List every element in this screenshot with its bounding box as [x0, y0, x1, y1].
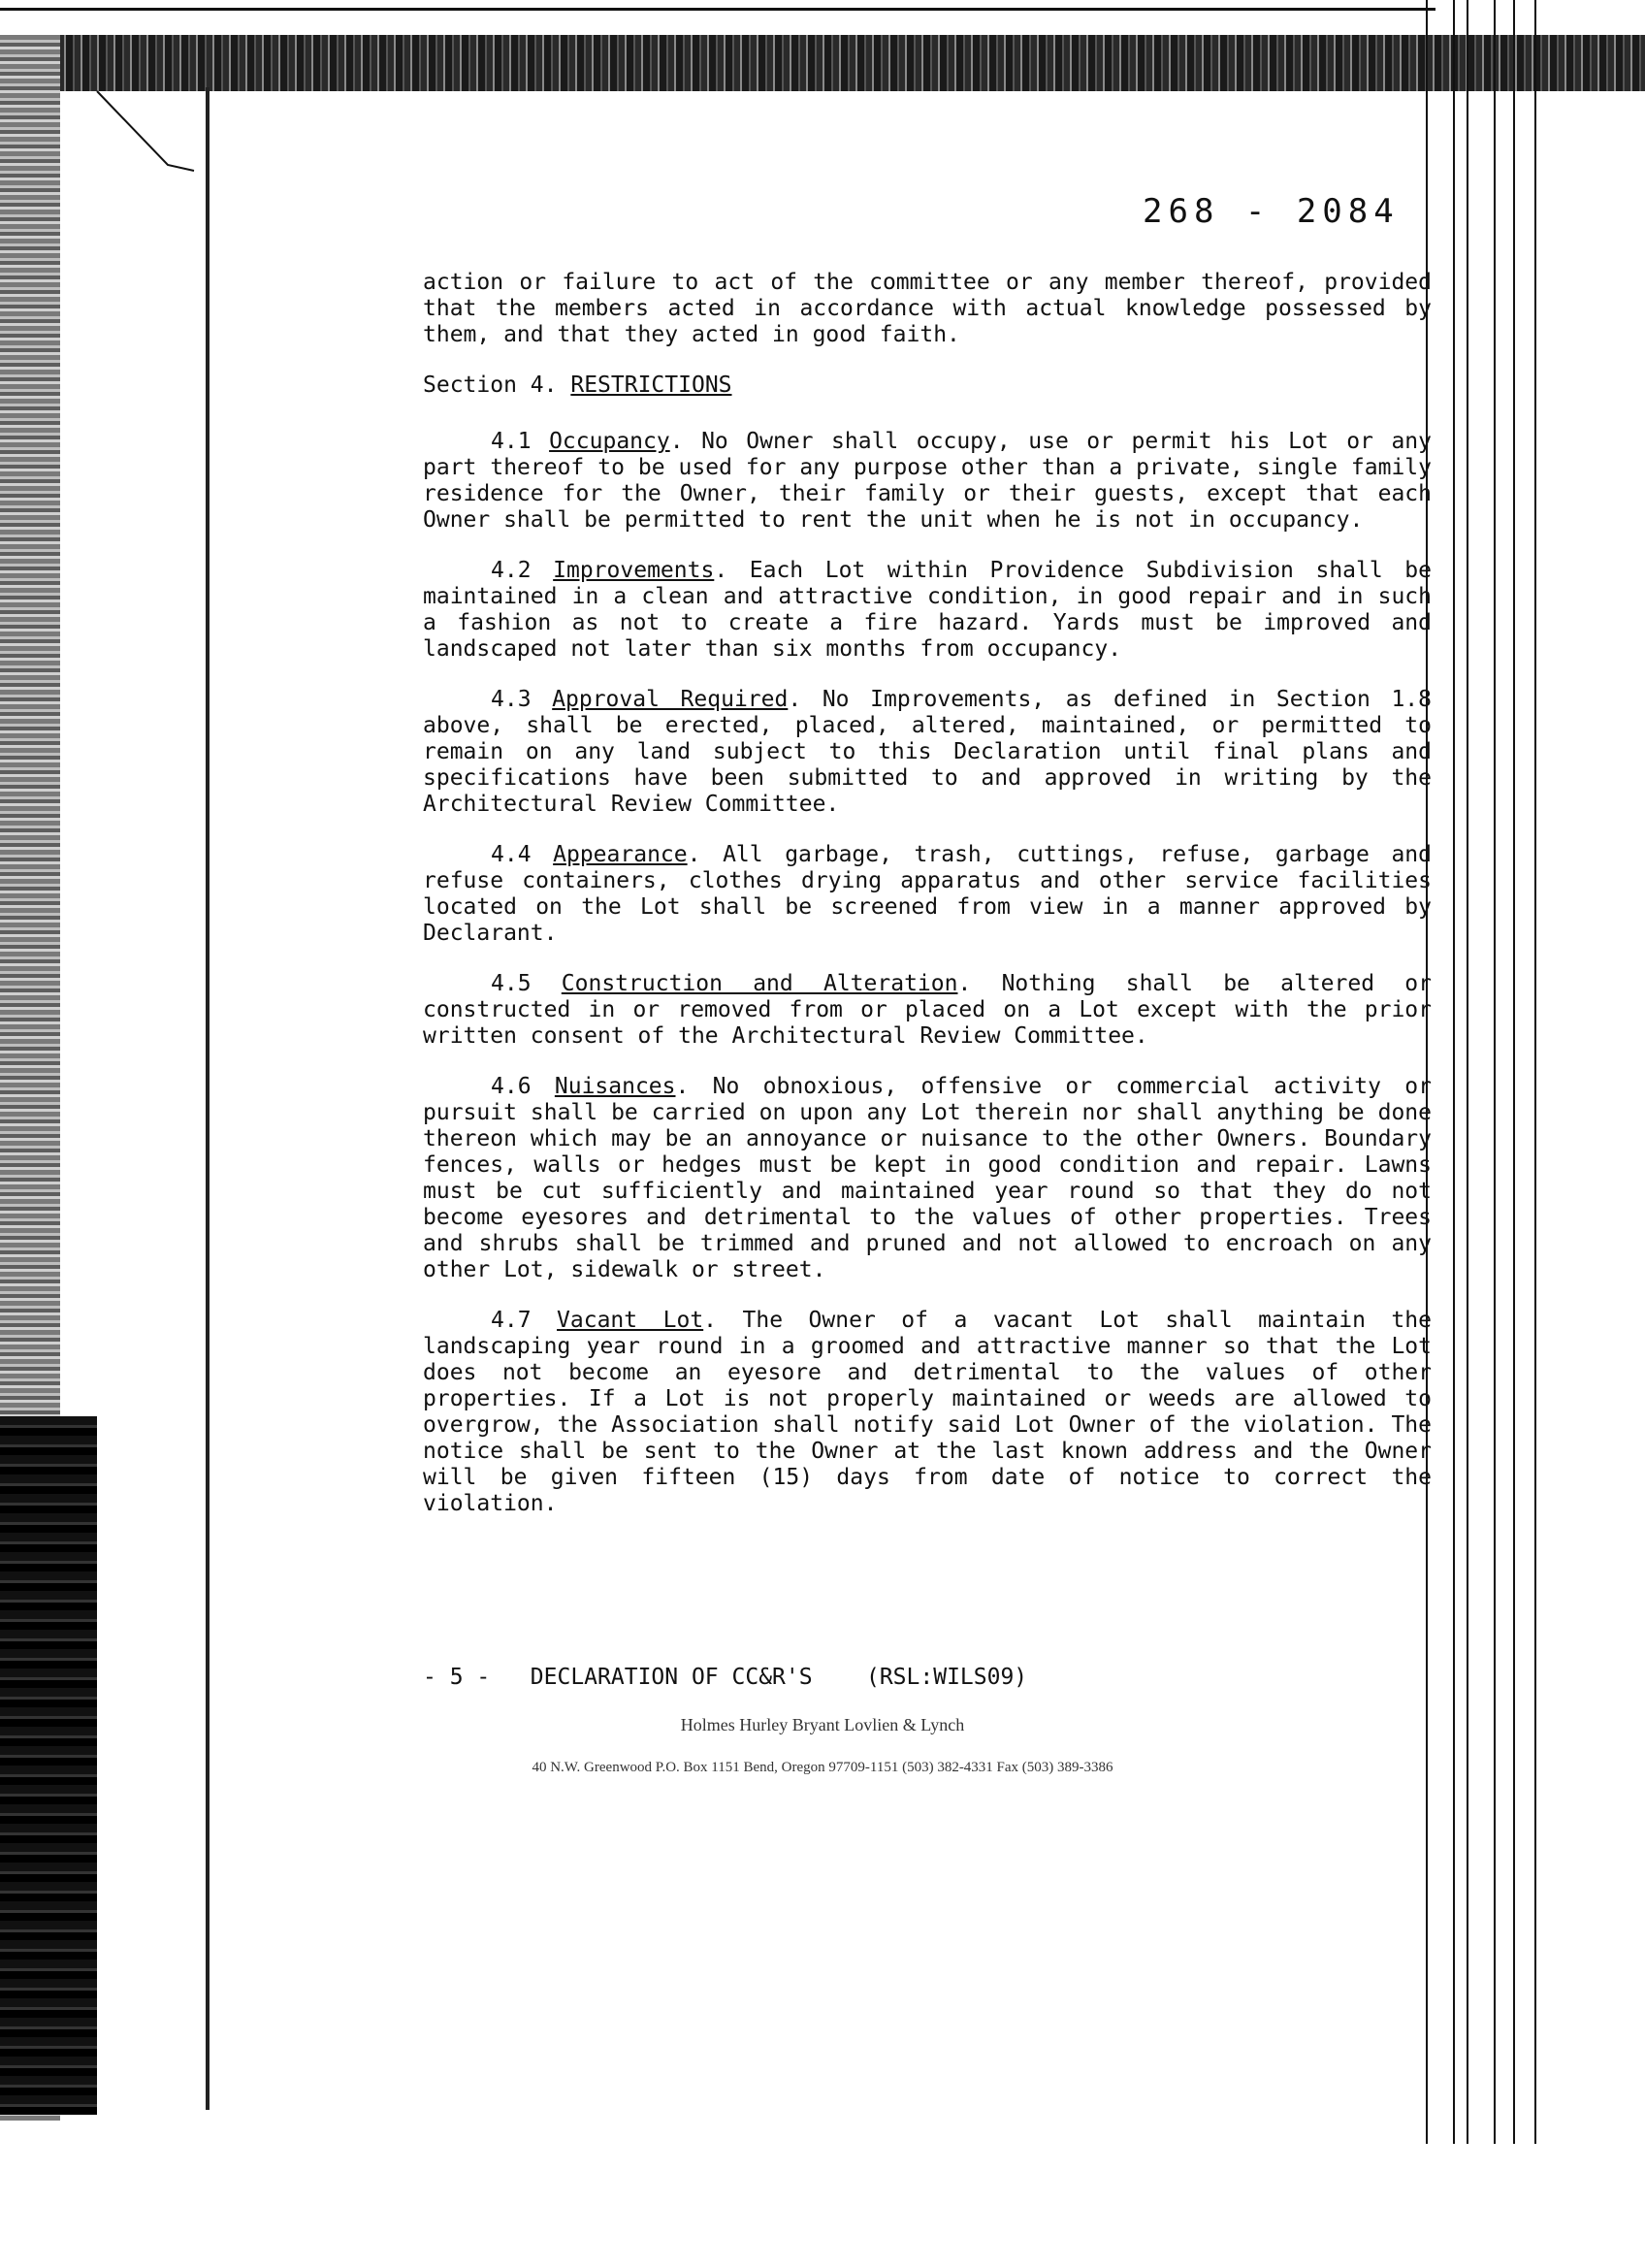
clause-number: 4.4	[491, 842, 532, 867]
clause-title: Construction and Alteration	[561, 971, 958, 996]
section-title: RESTRICTIONS	[570, 373, 732, 398]
clause-4-3: 4.3 Approval Required. No Improvements, as defined in Section 1.8 above, shall be erected, placed, altered, maintained, or permitted to remain on any land subject to this Declaration until final plans and specifications have been submitted to and approved in writing by the Architectural Review Committee.	[423, 687, 1432, 817]
clause-text: No obnoxious, offensive or commercial activity or pursuit shall be carried on upon any Lot therein nor shall anything be done thereon which may be an annoyance or nuisance to the other Owners. Boundary fences, walls or hedges must be kept in good condition and repair. Lawns must be cut sufficiently and maintained year round so that they do not become eyesores and detrimental to the values of other properties. Trees and shrubs shall be trimmed and pruned and not allowed to encroach on any other Lot, sidewalk or street.	[423, 1074, 1432, 1282]
clause-text: Each Lot within Providence Subdivision shall be maintained in a clean and attractive condition, in good repair and in such a fashion as not to create a fire hazard. Yards must be improved and landscaped not later than six months from occupancy.	[423, 558, 1432, 662]
scan-right-line	[1453, 0, 1455, 2144]
clause-title: Nuisances	[554, 1074, 676, 1099]
clause-number: 4.5	[491, 971, 532, 996]
clause-text: No Owner shall occupy, use or permit his Lot or any part thereof to be used for any purpose other than a private, single family residence for the Owner, their family or their guests, except that each Owner shall be permitted to rent the unit when he is not in occupancy.	[423, 429, 1432, 533]
scan-top-band	[0, 35, 1645, 91]
clause-number: 4.6	[491, 1074, 532, 1099]
page-number: 268 - 2084	[1143, 192, 1400, 231]
corner-fold-mark	[95, 89, 202, 177]
clause-title: Occupancy	[549, 429, 670, 454]
scan-top-rule	[0, 8, 1435, 11]
footer-title: DECLARATION OF CC&R'S	[530, 1665, 813, 1690]
scan-right-line	[1513, 0, 1515, 2144]
section-label: Section 4.	[423, 373, 558, 398]
clause-4-1: 4.1 Occupancy. No Owner shall occupy, use or permit his Lot or any part thereof to be used for any purpose other than a private, single family residence for the Owner, their family or their guests, except that each Owner shall be permitted to rent the unit when he is not in occupancy.	[423, 429, 1432, 533]
clause-4-2: 4.2 Improvements. Each Lot within Providence Subdivision shall be maintained in a clean and attractive condition, in good repair and in such a fashion as not to create a fire hazard. Yards must be improved and landscaped not later than six months from occupancy.	[423, 558, 1432, 662]
clause-text: The Owner of a vacant Lot shall maintain the landscaping year round in a groomed and attractive manner so that the Lot does not become an eyesore and detrimental to the values of other properties. If a Lot is not properly maintained or weeds are allowed to overgrow, the Association shall notify said Lot Owner of the violation. The notice shall be sent to the Owner at the last known address and the Owner will be given fifteen (15) days from date of notice to correct the violation.	[423, 1308, 1432, 1516]
section-heading	[423, 373, 1432, 399]
clause-text: No Improvements, as defined in Section 1.8 above, shall be erected, placed, altered, maintained, or permitted to remain on any land subject to this Declaration until final plans and specifications have been submitted to and approved in writing by the Architectural Review Committee.	[423, 687, 1432, 817]
scan-right-line	[1467, 0, 1468, 2144]
clause-title: Improvements	[553, 558, 715, 583]
scan-right-line	[1534, 0, 1536, 2144]
clause-number: 4.7	[491, 1308, 532, 1333]
footer-page: - 5 -	[423, 1665, 491, 1690]
intro-paragraph: action or failure to act of the committee or any member thereof, provided that the members acted in accordance with actual knowledge possessed by them, and that they acted in good faith.	[423, 270, 1432, 347]
document-body	[423, 270, 1432, 1541]
margin-rule	[206, 87, 210, 2110]
clause-number: 4.3	[491, 687, 532, 712]
footer-ref: (RSL:WILS09)	[865, 1665, 1028, 1690]
scan-right-line	[1494, 0, 1496, 2144]
clause-title: Appearance	[553, 842, 688, 867]
clause-text: All garbage, trash, cuttings, refuse, garbage and refuse containers, clothes drying apparatus and other service facilities located on the Lot shall be screened from view in a manner approved by Declarant.	[423, 842, 1432, 946]
clause-number: 4.2	[491, 558, 532, 583]
clause-title: Vacant Lot	[557, 1308, 704, 1333]
clause-4-5: 4.5 Construction and Alteration. Nothing shall be altered or constructed in or removed from or placed on a Lot except with the prior written consent of the Architectural Review Committee.	[423, 971, 1433, 1049]
law-firm-address: 40 N.W. Greenwood P.O. Box 1151 Bend, Oregon 97709-1151 (503) 382-4331 Fax (503) 389-3386	[532, 1760, 1113, 1775]
clause-text: Nothing shall be altered or constructed in or removed from or placed on a Lot except with the prior written consent of the Architectural Review Committee.	[423, 971, 1433, 1049]
clause-4-4: 4.4 Appearance. All garbage, trash, cuttings, refuse, garbage and refuse containers, clothes drying apparatus and other service facilities located on the Lot shall be screened from view in a manner approved by Declarant.	[423, 842, 1432, 946]
clause-title: Approval Required	[552, 687, 789, 712]
clause-number: 4.1	[491, 429, 532, 454]
clause-4-6: 4.6 Nuisances. No obnoxious, offensive or commercial activity or pursuit shall be carried on upon any Lot therein nor shall anything be done thereon which may be an annoyance or nuisance to the other Owners. Boundary fences, walls or hedges must be kept in good condition and repair. Lawns must be cut sufficiently and maintained year round so that they do not become eyesores and detrimental to the values of other properties. Trees and shrubs shall be trimmed and pruned and not allowed to encroach on any other Lot, sidewalk or street.	[423, 1074, 1432, 1282]
law-firm-letterhead: Holmes Hurley Bryant Lovlien & Lynch	[680, 1715, 965, 1734]
clause-4-7: 4.7 Vacant Lot. The Owner of a vacant Lot shall maintain the landscaping year round in a groomed and attractive manner so that the Lot does not become an eyesore and detrimental to the values of other properties. If a Lot is not properly maintained or weeds are allowed to overgrow, the Association shall notify said Lot Owner of the violation. The notice shall be sent to the Owner at the last known address and the Owner will be given fifteen (15) days from date of notice to correct the violation.	[423, 1308, 1432, 1516]
document-footer	[423, 1665, 1027, 1690]
